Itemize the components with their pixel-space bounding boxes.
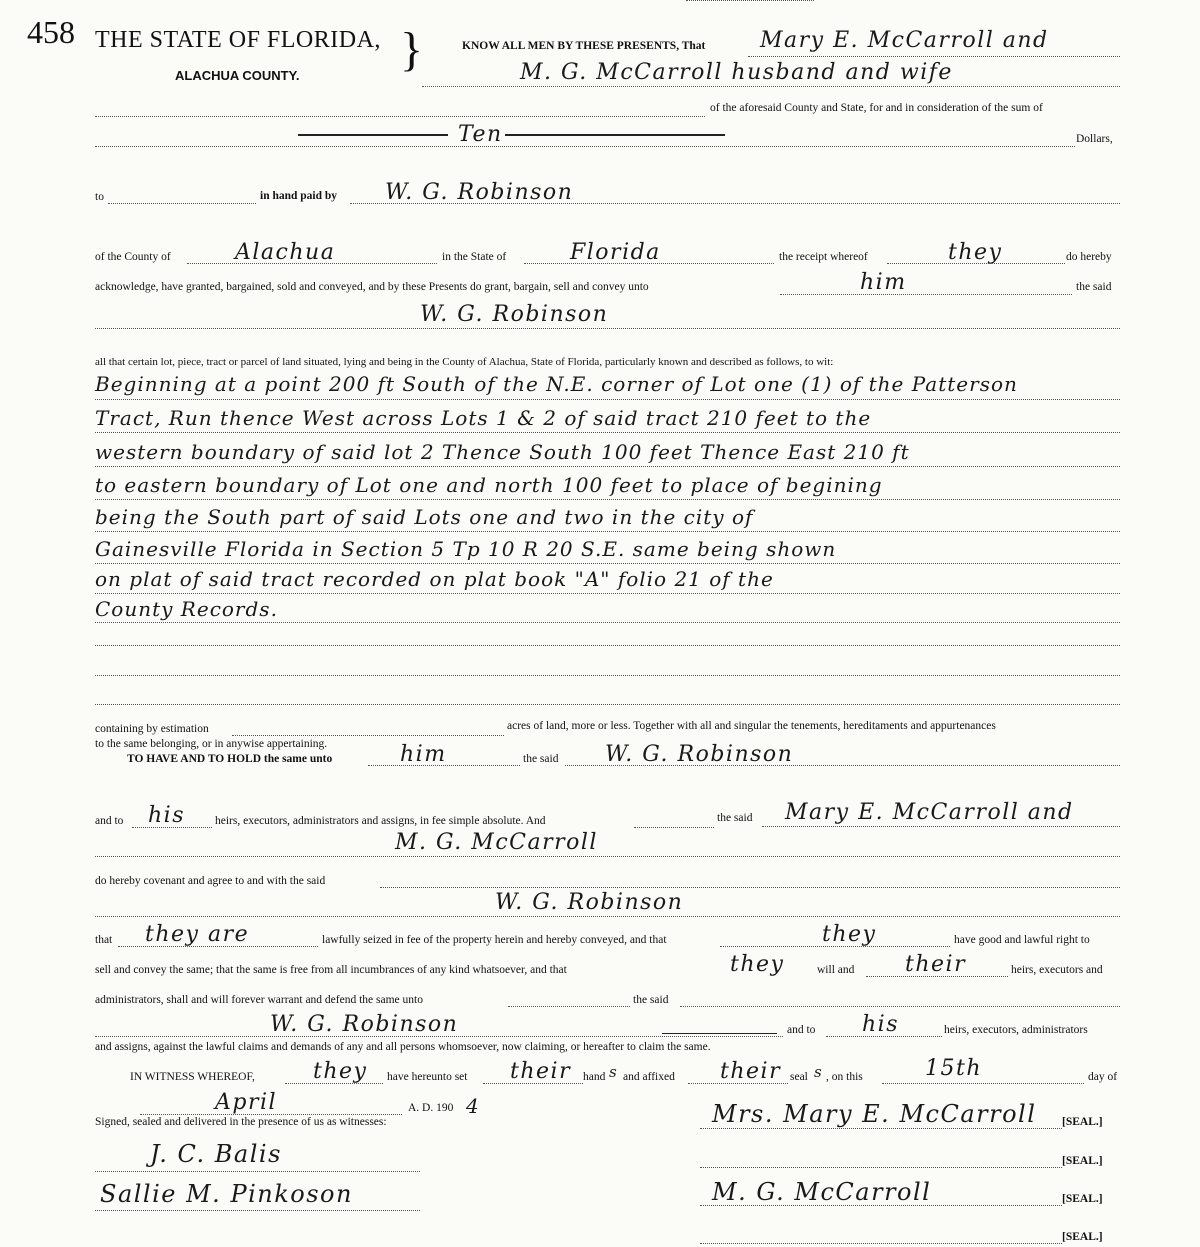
seal-s-value: s (814, 1063, 824, 1081)
seal-label-3: [SEAL.] (1062, 1193, 1103, 1205)
their-2-rule (688, 1083, 788, 1084)
day-rule (882, 1083, 1084, 1084)
the-said-2: the said (523, 753, 559, 765)
signature-2-rule (700, 1167, 1062, 1168)
containing-label: containing by estimation (95, 723, 209, 735)
witness-1-signature: J. C. Balis (150, 1140, 282, 1168)
on-this: , on this (826, 1071, 863, 1083)
witness-2-rule (95, 1210, 420, 1211)
month-rule (140, 1114, 402, 1115)
witness-2-signature: Sallie M. Pinkoson (100, 1180, 353, 1208)
and-that-they-value: they (822, 922, 877, 947)
sell-convey-rule (686, 0, 814, 1)
witness-they-rule (285, 1083, 383, 1084)
to-the-same: to the same belonging, or in anywise appertaining. (95, 738, 328, 750)
the-said-4-rule (680, 1006, 1120, 1007)
seal-label-2: [SEAL.] (1062, 1155, 1103, 1167)
to-have-and-hold: TO HAVE AND TO HOLD the same unto (127, 753, 333, 765)
county-rule (187, 263, 437, 264)
receipt-whereof-value: they (948, 240, 1003, 265)
that-they-are-value: they are (145, 922, 250, 947)
description-line-8: County Records. (95, 597, 278, 621)
consideration-amount: Ten (458, 122, 503, 147)
and-to-2-rule (826, 1036, 942, 1037)
have-hold-said-rule (565, 765, 1120, 766)
and-that-they-2-value: they (730, 952, 785, 977)
grantors-said-2: M. G. McCarroll (395, 830, 598, 855)
county-heading: ALACHUA COUNTY. (175, 68, 300, 83)
to-label: to (95, 191, 104, 203)
defend-unto-rule (508, 1006, 630, 1007)
grantors-line-2-rule (422, 86, 1120, 87)
and-to-his-2-value: his (862, 1012, 899, 1037)
to-rule (108, 203, 256, 204)
the-said-1: the said (1076, 281, 1112, 293)
defend-unto-2-rule (95, 1036, 783, 1037)
and-the-rule (634, 827, 714, 828)
and-to-his-value: his (148, 803, 185, 828)
acknowledge-text: acknowledge, have granted, bargained, sold and conveyed, and by these Presents do grant, bargain, sell and convey unto (95, 281, 649, 293)
and-assigns-text: and assigns, against the lawful claims and demands of any and all persons whomsoever, now claiming, or hereafter to claim the same. (95, 1041, 711, 1053)
in-witness-whereof: IN WITNESS WHEREOF, (130, 1071, 255, 1083)
consideration-dash-right (505, 134, 725, 136)
acres-text: acres of land, more or less. Together with all and singular the tenements, hereditaments and appurtenances (507, 720, 996, 732)
containing-rule (232, 735, 504, 736)
desc-rule-5 (95, 531, 1120, 532)
grantee-rule (350, 203, 1120, 204)
heirs-exec-admin: heirs, executors, administrators (944, 1024, 1088, 1036)
and-to-rule (132, 827, 212, 828)
heirs-executors-and: heirs, executors and (1011, 964, 1103, 976)
ad-label: A. D. 190 (408, 1102, 454, 1114)
description-line-5: being the South part of said Lots one and two in the city of (95, 505, 754, 529)
grantee-name-2: W. G. Robinson (420, 302, 609, 327)
that-rule (118, 946, 318, 947)
their-2-value: their (720, 1059, 782, 1084)
covenant-rule (380, 887, 1120, 888)
administrators-text: administrators, shall and will forever warrant and defend the same unto (95, 994, 423, 1006)
grantors-said-2-rule (95, 856, 1120, 857)
signature-3-rule (700, 1205, 1062, 1206)
the-said-3: the said (717, 812, 753, 824)
receipt-rule (887, 263, 1065, 264)
signature-1: Mrs. Mary E. McCarroll (712, 1100, 1037, 1128)
and-to-1: and to (95, 815, 124, 827)
signature-1-rule (700, 1128, 1062, 1129)
know-all-men: KNOW ALL MEN BY THESE PRESENTS, That (462, 40, 706, 52)
grantors-line-2: M. G. McCarroll husband and wife (520, 60, 953, 85)
desc-rule-10 (95, 675, 1120, 676)
grantors-line-1: Mary E. McCarroll and (760, 28, 1049, 53)
will-and: will and (817, 964, 855, 976)
county-value: Alachua (235, 240, 336, 265)
covenant-with-value: W. G. Robinson (495, 890, 684, 915)
have-hold-rule (368, 765, 520, 766)
convey-unto-value: him (860, 270, 907, 295)
defend-dash (662, 1033, 777, 1034)
grantors-line-1-rule (748, 56, 1120, 57)
heirs-fee-simple: heirs, executors, administrators and assigns, in fee simple absolute. And (215, 815, 546, 827)
and-to-2: and to (787, 1024, 816, 1036)
and-that-rule (720, 946, 950, 947)
signature-2: M. G. McCarroll (712, 1178, 932, 1206)
hand-label: hand (583, 1071, 606, 1083)
the-said-4: the said (633, 994, 669, 1006)
desc-rule-8 (95, 622, 1120, 623)
grantors-said-1: Mary E. McCarroll and (785, 800, 1074, 825)
year-digit: 4 (466, 1094, 481, 1118)
witness-1-rule (95, 1171, 420, 1172)
signed-sealed: Signed, sealed and delivered in the presence of us as witnesses: (95, 1116, 387, 1128)
and-affixed: and affixed (623, 1071, 675, 1083)
convey-unto-rule (780, 294, 1072, 295)
desc-rule-7 (95, 593, 1120, 594)
do-hereby: do hereby (1066, 251, 1112, 263)
seal-word: seal (790, 1071, 808, 1083)
desc-rule-11 (95, 704, 1120, 705)
description-line-7: on plat of said tract recorded on plat book "A" folio 21 of the (95, 567, 774, 591)
month-value: April (215, 1090, 278, 1115)
have-hold-said-value: W. G. Robinson (605, 742, 794, 767)
description-line-6: Gainesville Florida in Section 5 Tp 10 R 20 S.E. same being shown (95, 537, 837, 561)
description-line-1: Beginning at a point 200 ft South of the N.E. corner of Lot one (1) of the Patterson (95, 372, 1018, 396)
consideration-rule (95, 146, 1075, 147)
desc-rule-6 (95, 563, 1120, 564)
day-of: day of (1088, 1071, 1118, 1083)
their-1-rule (483, 1083, 583, 1084)
good-lawful-right: have good and lawful right to (954, 934, 1090, 946)
description-line-2: Tract, Run thence West across Lots 1 & 2 of said tract 210 feet to the (95, 406, 872, 430)
desc-rule-3 (95, 466, 1120, 467)
witness-they-value: they (313, 1059, 368, 1084)
in-hand-paid-by: in hand paid by (260, 190, 338, 202)
consideration-dash-left (298, 134, 448, 136)
desc-rule-1 (95, 399, 1120, 400)
state-title: THE STATE OF FLORIDA, (95, 27, 381, 53)
their-heirs-value: their (905, 952, 967, 977)
description-line-4: to eastern boundary of Lot one and north 100 feet to place of begining (95, 473, 883, 497)
state-value: Florida (570, 240, 661, 265)
all-that-certain: all that certain lot, piece, tract or parcel of land situated, lying and being in the County of Alachua, State of Florida, particularly known and described as follows, to wit: (95, 356, 834, 368)
defend-unto-value: W. G. Robinson (270, 1012, 459, 1037)
grantors-said-1-rule (762, 826, 1120, 827)
grantee-2-rule (95, 328, 1120, 329)
lawfully-seized: lawfully seized in fee of the property herein and hereby conveyed, and that (322, 934, 667, 946)
grantee-name: W. G. Robinson (385, 180, 574, 205)
have-hereunto-set: have hereunto set (387, 1071, 468, 1083)
sell-convey: sell and convey the same; that the same is free from all incumbrances of any kind whatsoever, and that (95, 964, 567, 976)
description-line-3: western boundary of said lot 2 Thence South 100 feet Thence East 210 ft (95, 440, 910, 464)
desc-rule-9 (95, 645, 1120, 646)
receipt-whereof: the receipt whereof (779, 251, 868, 263)
state-rule (524, 263, 774, 264)
desc-rule-2 (95, 432, 1120, 433)
seal-label-4: [SEAL.] (1062, 1231, 1103, 1243)
will-and-rule (866, 976, 1008, 977)
page-number: 458 (27, 14, 75, 50)
signature-4-rule (700, 1243, 1062, 1244)
of-the-county-of: of the County of (95, 251, 171, 263)
that-label: that (95, 934, 113, 946)
aforesaid-text: of the aforesaid County and State, for and in consideration of the sum of (710, 102, 1043, 114)
hand-s-value: s (609, 1063, 619, 1081)
dollars-label: Dollars, (1076, 133, 1113, 145)
covenant-with-rule (95, 916, 1120, 917)
in-the-state-of: in the State of (442, 251, 507, 263)
their-1-value: their (510, 1059, 572, 1084)
have-hold-unto-value: him (400, 742, 447, 767)
blank-rule-1 (95, 116, 705, 117)
seal-label-1: [SEAL.] (1062, 1116, 1103, 1128)
day-value: 15th (925, 1056, 983, 1081)
brace: } (400, 23, 424, 76)
covenant-text: do hereby covenant and agree to and with the said (95, 875, 326, 887)
desc-rule-4 (95, 499, 1120, 500)
